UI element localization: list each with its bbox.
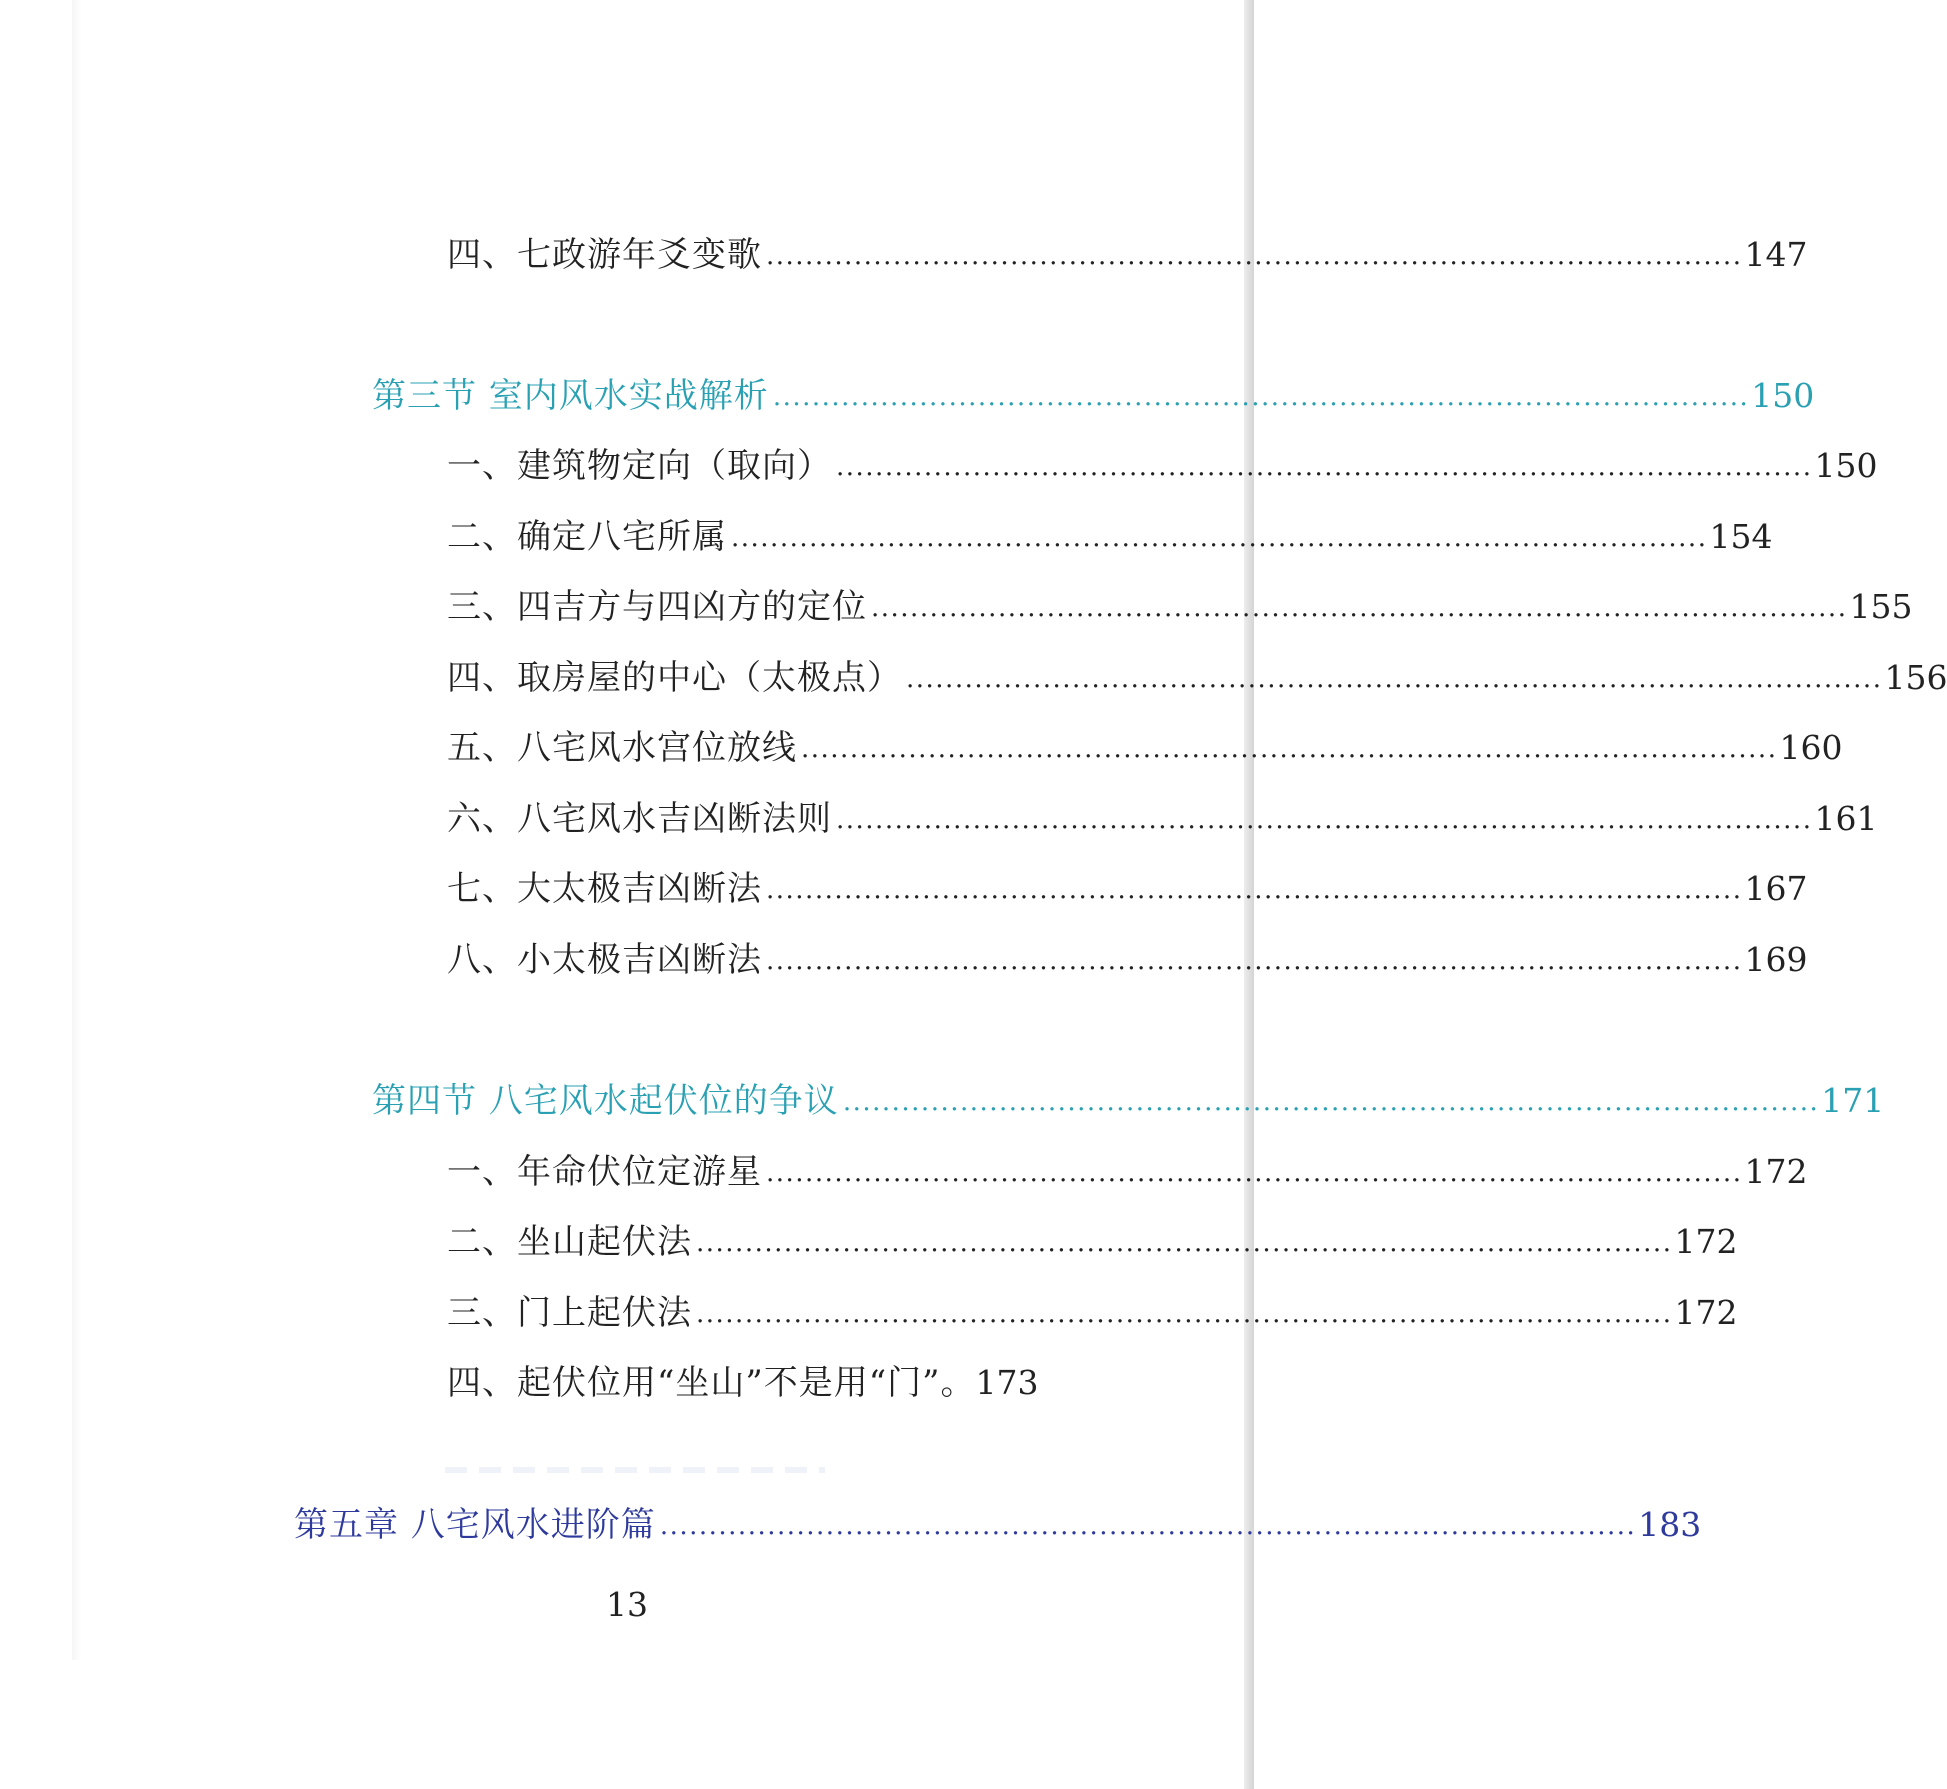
dot-leader: .................................................................................................... <box>766 875 1743 905</box>
toc-entry[interactable] <box>447 1361 1107 1405</box>
dot-leader: .................................................................................................... <box>766 946 1743 976</box>
toc-entry[interactable] <box>447 938 1808 985</box>
dot-leader: .................................................................................................... <box>696 1299 1673 1329</box>
toc-entry[interactable] <box>447 1291 1738 1338</box>
toc-entry[interactable] <box>447 233 1808 280</box>
toc-entry-page: 160 <box>1779 728 1843 767</box>
toc-section-page: 150 <box>1751 376 1815 415</box>
toc-entry-page: 167 <box>1744 869 1808 908</box>
dot-leader: .................................................................................................... <box>696 1228 1673 1258</box>
dot-leader: .................................................................................................... <box>731 523 1708 553</box>
toc-entry-title: 二、确定八宅所属 <box>447 517 727 557</box>
toc-section-page: 171 <box>1821 1081 1885 1120</box>
toc-entry-title: 四、起伏位用“坐山”不是用“门”。 <box>447 1363 976 1403</box>
toc-entry-page: 156 <box>1884 658 1947 697</box>
toc-entry-title: 四、七政游年爻变歌 <box>447 235 762 275</box>
toc-entry[interactable] <box>447 726 1843 773</box>
toc-entry-page: 172 <box>1674 1222 1738 1261</box>
dot-leader: .................................................................................................... <box>906 664 1883 694</box>
toc-entry[interactable] <box>447 515 1773 562</box>
dot-leader: .................................................................................................... <box>766 1158 1743 1188</box>
toc-section-heading[interactable] <box>372 1079 1885 1126</box>
toc-entry-page: 172 <box>1744 1152 1808 1191</box>
toc-entry-title: 六、八宅风水吉凶断法则 <box>447 799 832 839</box>
toc-entry-title: 四、取房屋的中心（太极点） <box>447 658 902 698</box>
toc-entry-title: 七、大太极吉凶断法 <box>447 869 762 909</box>
dot-leader: .................................................................................................... <box>836 452 1813 482</box>
dot-leader: .................................................................................................... <box>836 805 1813 835</box>
dot-leader: .................................................................................................... <box>659 1511 1637 1541</box>
toc-entry-page: 154 <box>1709 517 1773 556</box>
toc-entry-page: 155 <box>1849 587 1913 626</box>
dot-leader: .................................................................................................... <box>842 1087 1820 1117</box>
toc-entry[interactable] <box>447 444 1878 491</box>
toc-entry-page: 173 <box>975 1363 1039 1402</box>
toc-entry[interactable] <box>447 867 1808 914</box>
toc-entry[interactable] <box>447 797 1878 844</box>
toc-entry[interactable] <box>447 1220 1738 1267</box>
dot-leader: .................................................................................................... <box>772 382 1750 412</box>
toc-entry-title: 三、四吉方与四凶方的定位 <box>447 587 867 627</box>
toc-section-title: 第四节 八宅风水起伏位的争议 <box>372 1081 839 1121</box>
toc-section-title: 第三节 室内风水实战解析 <box>372 376 769 416</box>
toc-entry-title: 三、门上起伏法 <box>447 1293 692 1333</box>
toc-entry-title: 一、建筑物定向（取向） <box>447 446 832 486</box>
toc-chapter-page: 183 <box>1638 1505 1702 1544</box>
toc-entry-page: 147 <box>1744 235 1808 274</box>
dot-leader: .................................................................................................... <box>766 241 1743 271</box>
toc-chapter-title: 第五章 八宅风水进阶篇 <box>294 1505 656 1545</box>
toc-entry[interactable] <box>447 1150 1808 1197</box>
toc-section-heading[interactable] <box>372 374 1815 421</box>
toc-entry-page: 161 <box>1814 799 1878 838</box>
toc-entry[interactable] <box>447 656 1947 703</box>
toc-entry-title: 八、小太极吉凶断法 <box>447 940 762 980</box>
page-gutter-shadow <box>72 0 82 1660</box>
toc-entry-title: 一、年命伏位定游星 <box>447 1152 762 1192</box>
dot-leader: .................................................................................................... <box>801 734 1778 764</box>
toc-chapter-heading[interactable] <box>294 1503 1702 1550</box>
page-number: 13 <box>606 1585 648 1624</box>
toc-entry-page: 169 <box>1744 940 1808 979</box>
toc-entry[interactable] <box>447 585 1913 632</box>
faint-bleed-through <box>445 1467 825 1473</box>
dot-leader: .................................................................................................... <box>871 593 1848 623</box>
toc-entry-title: 五、八宅风水宫位放线 <box>447 728 797 768</box>
toc-entry-page: 150 <box>1814 446 1878 485</box>
toc-entry-title: 二、坐山起伏法 <box>447 1222 692 1262</box>
toc-entry-page: 172 <box>1674 1293 1738 1332</box>
